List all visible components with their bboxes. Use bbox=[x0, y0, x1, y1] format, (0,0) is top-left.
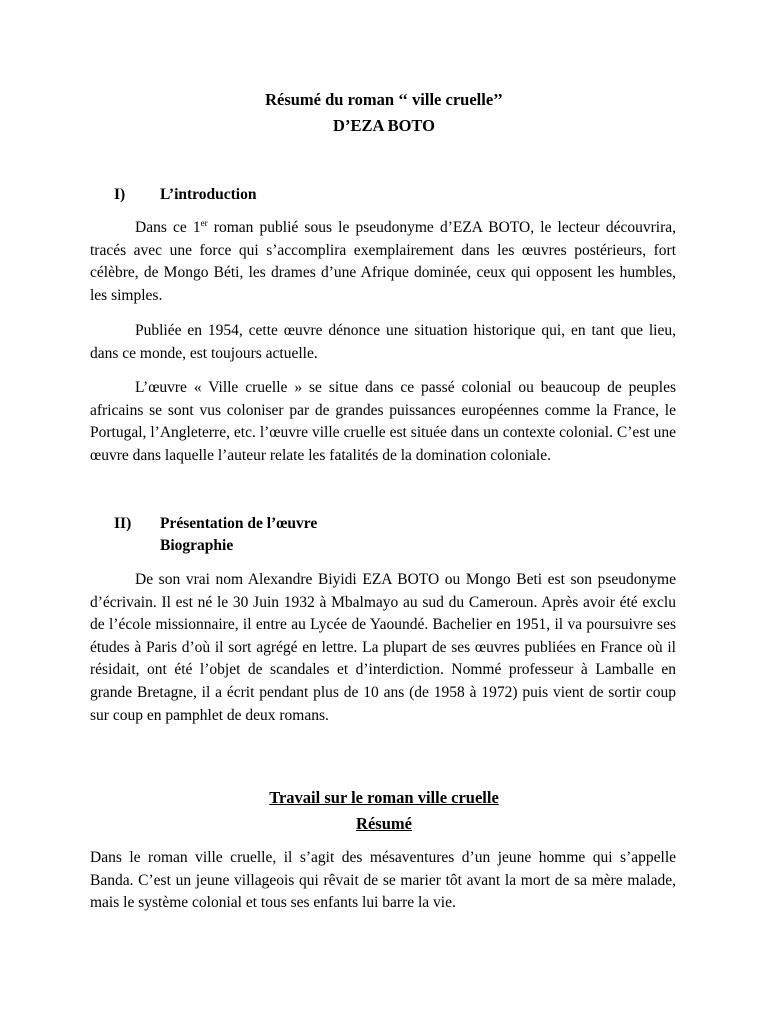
superscript: er bbox=[200, 217, 208, 228]
document-title: Résumé du roman ‘‘ ville cruelle’’ bbox=[265, 90, 503, 109]
section-number: I) bbox=[114, 186, 126, 203]
paragraph-intro-1 bbox=[90, 217, 676, 307]
section-subtitle-biographie: Biographie bbox=[160, 537, 234, 554]
paragraph-text: Dans ce 1 bbox=[135, 219, 201, 236]
section-title-resume: Résumé bbox=[356, 814, 412, 833]
paragraph-biographie: De son vrai nom Alexandre Biyidi EZA BOTO ou Mongo Beti est son pseudonyme d’écrivain. Il est né le 30 Juin 1932 à Mbalmayo au sud du Cameroun. Après avoir été exclu de l’école missionnaire, il entre au Lycée de Yaoundé. Bachelier en 1951, il va poursuivre ses études à Paris d’où il sort agrégé en lettre. La plupart de ses œuvres publiées en France où il résidait, ont été l’objet de scandales et d’interdiction. Nommé professeur à Lamballe en grande Bretagne, il a écrit pendant plus de 10 ans (de 1958 à 1972) puis vient de sortir coup sur coup en pamphlet de deux romans. bbox=[90, 571, 676, 724]
section-title: Présentation de l’œuvre bbox=[160, 515, 318, 532]
section-number: II) bbox=[114, 515, 132, 532]
section-title: L’introduction bbox=[160, 186, 257, 203]
paragraph-text: roman publié sous le pseudonyme d’EZA BOTO, le lecteur découvrira, tracés avec une force qui s’accomplira exemplairement dans les œuvres postérieurs, fort célèbre, de Mongo Béti, les drames d’une Afrique dominée, ceux qui opposent les humbles, les simples. bbox=[90, 219, 676, 304]
paragraph-intro-2: Publiée en 1954, cette œuvre dénonce une situation historique qui, en tant que lieu, dans ce monde, est toujours actuelle. bbox=[90, 322, 676, 362]
section-title-travail: Travail sur le roman ville cruelle bbox=[269, 788, 499, 807]
document-author: D’EZA BOTO bbox=[333, 116, 435, 135]
paragraph-intro-3: L’œuvre « Ville cruelle » se situe dans ce passé colonial ou beaucoup de peuples africains se sont vus coloniser par de grandes puissances européennes comme la France, le Portugal, l’Angleterre, etc. l’œuvre ville cruelle est située dans un contexte colonial. C’est une œuvre dans laquelle l’auteur relate les fatalités de la domination coloniale. bbox=[90, 379, 676, 464]
paragraph-resume: Dans le roman ville cruelle, il s’agit des mésaventures d’un jeune homme qui s’appelle Banda. C’est un jeune villageois qui rêvait de se marier tôt avant la mort de sa mère malade, mais le système colonial et tous ses enfants lui barre la vie. bbox=[90, 849, 676, 912]
